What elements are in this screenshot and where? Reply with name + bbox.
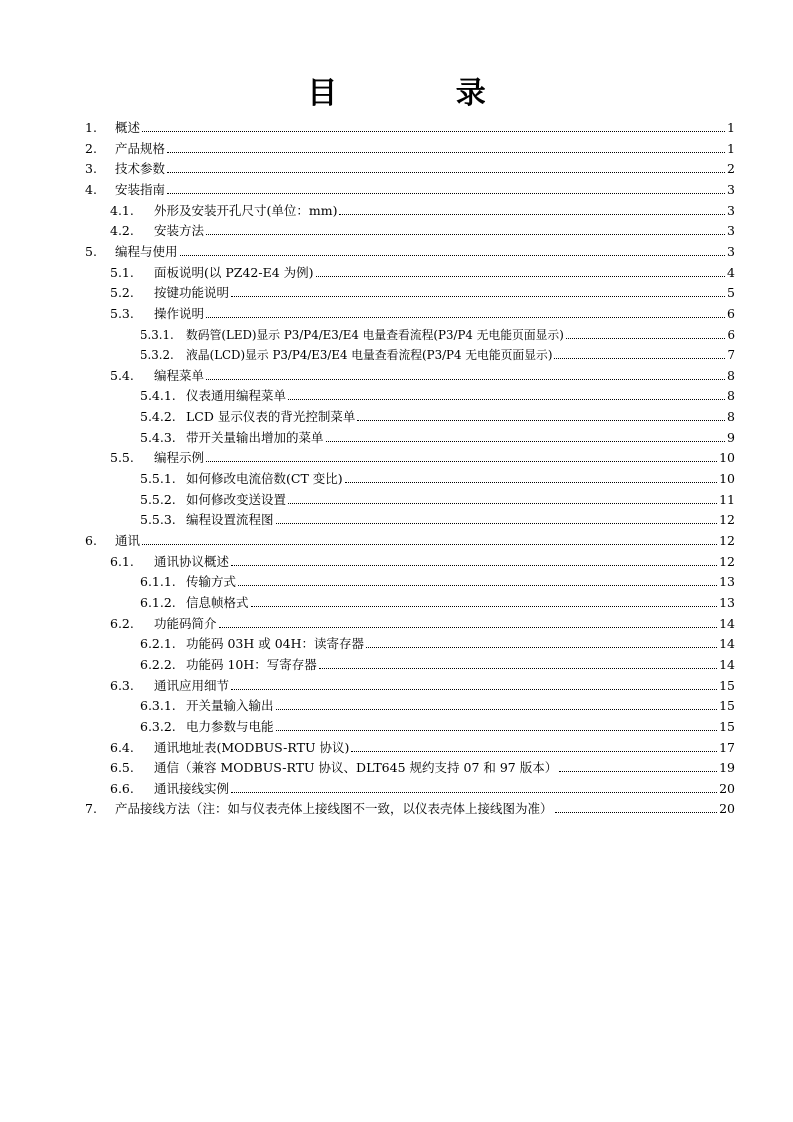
toc-entry-number: 6.1.2. xyxy=(140,594,176,610)
toc-entry-page: 4 xyxy=(727,264,735,280)
toc-entry-number: 5.2. xyxy=(110,285,134,301)
toc-entry-page: 12 xyxy=(719,553,735,569)
toc-entry-page: 3 xyxy=(727,202,735,218)
toc-entry[interactable] xyxy=(140,593,735,614)
toc-entry-page: 5 xyxy=(727,285,735,301)
toc-entry-title: 通讯 xyxy=(115,533,141,548)
toc-entry-title: 仪表通用编程菜单 xyxy=(186,388,287,404)
toc-entry-number: 5.5.3. xyxy=(140,512,176,528)
toc-entry-title: 按键功能说明 xyxy=(154,285,230,301)
toc-dot-leader xyxy=(276,696,718,710)
toc-dot-leader xyxy=(339,201,725,215)
toc-entry-number: 5.5.2. xyxy=(140,491,176,507)
toc-entry[interactable] xyxy=(110,676,735,697)
toc-entry-title: 如何修改变送设置 xyxy=(186,491,287,507)
toc-entry-page: 20 xyxy=(719,780,735,796)
toc-entry-page: 8 xyxy=(727,388,735,404)
toc-entry-title: 通信（兼容 MODBUS-RTU 协议、DLT645 规约支持 07 和 97 版本） xyxy=(154,760,558,776)
toc-entry-number: 4.2. xyxy=(110,223,134,239)
toc-entry-page: 12 xyxy=(719,512,735,528)
toc-entry-number: 5.5. xyxy=(110,450,134,466)
toc-entry-title: 产品规格 xyxy=(115,140,166,156)
toc-entry[interactable] xyxy=(140,655,735,676)
toc-entry-page: 15 xyxy=(719,698,735,714)
toc-entry-number: 5.4. xyxy=(110,367,134,383)
toc-entry-page: 10 xyxy=(719,471,735,487)
toc-entry[interactable] xyxy=(85,531,735,552)
toc-entry[interactable] xyxy=(140,634,735,655)
toc-dot-leader xyxy=(351,738,717,752)
toc-entry-title: 带开关量输出增加的菜单 xyxy=(186,429,324,445)
toc-entry[interactable] xyxy=(110,779,735,800)
toc-entry-title: 液晶(LCD)显示 P3/P4/E3/E4 电量查看流程(P3/P4 无电能页面显示) xyxy=(186,348,553,363)
toc-entry-number: 5.5.1. xyxy=(140,471,176,487)
toc-entry-page: 17 xyxy=(719,739,735,755)
toc-dot-leader xyxy=(167,159,725,173)
toc-entry[interactable] xyxy=(140,407,735,428)
toc-entry-title: 技术参数 xyxy=(115,161,166,177)
toc-entry-title: 通讯协议概述 xyxy=(154,553,230,569)
toc-entry[interactable] xyxy=(85,159,735,180)
toc-entry[interactable] xyxy=(85,180,735,201)
toc-entry[interactable] xyxy=(140,428,735,449)
toc-entry-page: 20 xyxy=(719,801,735,817)
toc-dot-leader xyxy=(238,572,717,586)
toc-entry-title: 外形及安装开孔尺寸(单位：mm) xyxy=(154,202,338,218)
toc-entry-page: 7 xyxy=(727,348,735,363)
toc-entry[interactable] xyxy=(110,614,735,635)
toc-entry-page: 11 xyxy=(719,491,735,507)
toc-entry[interactable] xyxy=(85,242,735,263)
toc-entry-title: 功能码简介 xyxy=(154,615,217,631)
toc-entry[interactable] xyxy=(85,799,735,820)
page-title: 目 录 xyxy=(307,76,540,111)
toc-entry-page: 6 xyxy=(727,327,735,342)
toc-entry-title: 通讯接线实例 xyxy=(154,780,230,796)
toc-entry[interactable] xyxy=(110,738,735,759)
toc-dot-leader xyxy=(206,366,725,380)
toc-entry-page: 1 xyxy=(727,140,735,156)
toc-entry-number: 6.2. xyxy=(110,615,134,631)
toc-entry-number: 6.2.2. xyxy=(140,656,176,672)
toc-entry-title: 安装指南 xyxy=(115,181,166,197)
toc-entry[interactable] xyxy=(110,201,735,222)
toc-entry[interactable] xyxy=(110,263,735,284)
toc-entry-page: 3 xyxy=(727,181,735,197)
toc-dot-leader xyxy=(276,717,718,731)
toc-dot-leader xyxy=(559,758,717,772)
toc-entry-title: 产品接线方法（注：如与仪表壳体上接线图不一致，以仪表壳体上接线图为准） xyxy=(115,801,553,817)
toc-dot-leader xyxy=(316,263,726,277)
toc-entry-number: 4.1. xyxy=(110,202,134,218)
toc-entry-page: 9 xyxy=(727,429,735,445)
toc-entry-number: 4. xyxy=(85,181,97,197)
toc-entry-page: 8 xyxy=(727,367,735,383)
toc-entry-number: 7. xyxy=(85,801,97,817)
toc-dot-leader xyxy=(288,386,725,400)
toc-dot-leader xyxy=(276,510,718,524)
toc-entry-number: 5.4.1. xyxy=(140,388,176,404)
toc-entry-title: 信息帧格式 xyxy=(186,594,249,610)
toc-entry[interactable] xyxy=(140,386,735,407)
toc-entry-number: 5.3.1. xyxy=(140,327,174,342)
toc-entry[interactable] xyxy=(110,758,735,779)
toc-entry-number: 2. xyxy=(85,140,97,156)
toc-entry-number: 6.3.2. xyxy=(140,718,176,734)
toc-entry-title: 通讯地址表(MODBUS-RTU 协议) xyxy=(154,739,350,755)
toc-dot-leader xyxy=(167,180,725,194)
toc-entry-page: 3 xyxy=(727,223,735,239)
toc-entry-title: 编程菜单 xyxy=(154,367,205,383)
toc-entry-page: 14 xyxy=(719,636,735,652)
toc-entry-page: 12 xyxy=(719,533,735,548)
toc-dot-leader xyxy=(180,242,726,256)
toc-entry[interactable] xyxy=(140,572,735,593)
toc-dot-leader xyxy=(554,345,725,359)
toc-dot-leader xyxy=(345,469,717,483)
toc-entry[interactable] xyxy=(85,139,735,160)
toc-entry-number: 5.3.2. xyxy=(140,348,174,363)
toc-dot-leader xyxy=(288,490,717,504)
toc-entry[interactable] xyxy=(110,366,735,387)
toc-entry[interactable] xyxy=(85,118,735,139)
toc-entry[interactable] xyxy=(140,325,735,346)
toc-dot-leader xyxy=(219,614,718,628)
toc-dot-leader xyxy=(142,531,717,545)
toc-entry-page: 2 xyxy=(727,161,735,177)
toc-entry-page: 1 xyxy=(727,120,735,135)
toc-dot-leader xyxy=(566,325,726,339)
toc-entry-title: 功能码 10H：写寄存器 xyxy=(186,656,317,672)
toc-dot-leader xyxy=(555,799,718,813)
toc-dot-leader xyxy=(326,428,726,442)
toc-entry-number: 6.6. xyxy=(110,780,134,796)
toc-entry-title: 面板说明(以 PZ42-E4 为例) xyxy=(154,264,314,280)
toc-entry-number: 6.3. xyxy=(110,677,134,693)
toc-entry-number: 5.4.2. xyxy=(140,409,176,425)
toc-entry-page: 13 xyxy=(719,574,735,590)
toc-entry-page: 14 xyxy=(719,656,735,672)
toc-entry-page: 8 xyxy=(727,409,735,425)
toc-entry[interactable] xyxy=(140,510,735,531)
toc-entry-title: 通讯应用细节 xyxy=(154,677,230,693)
toc-entry-number: 6.5. xyxy=(110,760,134,776)
toc-entry-title: 概述 xyxy=(115,120,141,135)
toc-entry[interactable] xyxy=(110,304,735,325)
toc-dot-leader xyxy=(231,676,717,690)
toc-entry-page: 15 xyxy=(719,718,735,734)
toc-entry-title: 编程与使用 xyxy=(115,243,178,259)
toc-entry[interactable] xyxy=(140,469,735,490)
toc-entry-title: LCD 显示仪表的背光控制菜单 xyxy=(186,409,356,425)
toc-entry-title: 数码管(LED)显示 P3/P4/E3/E4 电量查看流程(P3/P4 无电能页面显示) xyxy=(186,327,564,342)
toc-entry[interactable] xyxy=(140,717,735,738)
toc-entry-title: 电力参数与电能 xyxy=(186,718,274,734)
toc-entry[interactable] xyxy=(110,448,735,469)
toc-entry-number: 6.2.1. xyxy=(140,636,176,652)
toc-entry[interactable] xyxy=(140,345,735,366)
toc-entry-page: 14 xyxy=(719,615,735,631)
toc-dot-leader xyxy=(206,221,725,235)
toc-entry-page: 6 xyxy=(727,305,735,321)
toc-entry[interactable] xyxy=(140,696,735,717)
toc-dot-leader xyxy=(231,779,717,793)
toc-entry[interactable] xyxy=(110,283,735,304)
toc-entry-page: 19 xyxy=(719,760,735,776)
toc-dot-leader xyxy=(231,283,725,297)
toc-dot-leader xyxy=(206,304,725,318)
toc-dot-leader xyxy=(231,552,717,566)
toc-dot-leader xyxy=(357,407,725,421)
toc-entry-number: 6.3.1. xyxy=(140,698,176,714)
toc-entry-page: 13 xyxy=(719,594,735,610)
toc-dot-leader xyxy=(366,634,717,648)
toc-entry-title: 开关量输入输出 xyxy=(186,698,274,714)
toc-entry-title: 编程示例 xyxy=(154,450,205,466)
toc-dot-leader xyxy=(206,448,717,462)
toc-entry-title: 操作说明 xyxy=(154,305,205,321)
toc-entry-number: 6.1. xyxy=(110,553,134,569)
toc-entry[interactable] xyxy=(140,490,735,511)
toc-entry-title: 功能码 03H 或 04H：读寄存器 xyxy=(186,636,365,652)
toc-dot-leader xyxy=(142,118,725,132)
toc-entry-number: 5. xyxy=(85,243,97,259)
toc-entry-number: 5.3. xyxy=(110,305,134,321)
toc-entry-title: 安装方法 xyxy=(154,223,205,239)
toc-dot-leader xyxy=(167,139,725,153)
toc-entry-title: 如何修改电流倍数(CT 变比) xyxy=(186,471,343,487)
toc-entry-number: 5.1. xyxy=(110,264,134,280)
toc-entry-number: 1. xyxy=(85,120,97,135)
toc-entry-page: 3 xyxy=(727,243,735,259)
toc-entry-title: 编程设置流程图 xyxy=(186,512,274,528)
toc-entry-page: 10 xyxy=(719,450,735,466)
toc-entry[interactable] xyxy=(110,552,735,573)
toc-entry-number: 5.4.3. xyxy=(140,429,176,445)
toc-entry-page: 15 xyxy=(719,677,735,693)
toc-entry-number: 6.4. xyxy=(110,739,134,755)
toc-entry-number: 6.1.1. xyxy=(140,574,176,590)
toc-dot-leader xyxy=(251,593,718,607)
toc-dot-leader xyxy=(319,655,717,669)
toc-entry[interactable] xyxy=(110,221,735,242)
toc-entry-number: 3. xyxy=(85,161,97,177)
toc-entry-number: 6. xyxy=(85,533,97,548)
toc-entry-title: 传输方式 xyxy=(186,574,237,590)
